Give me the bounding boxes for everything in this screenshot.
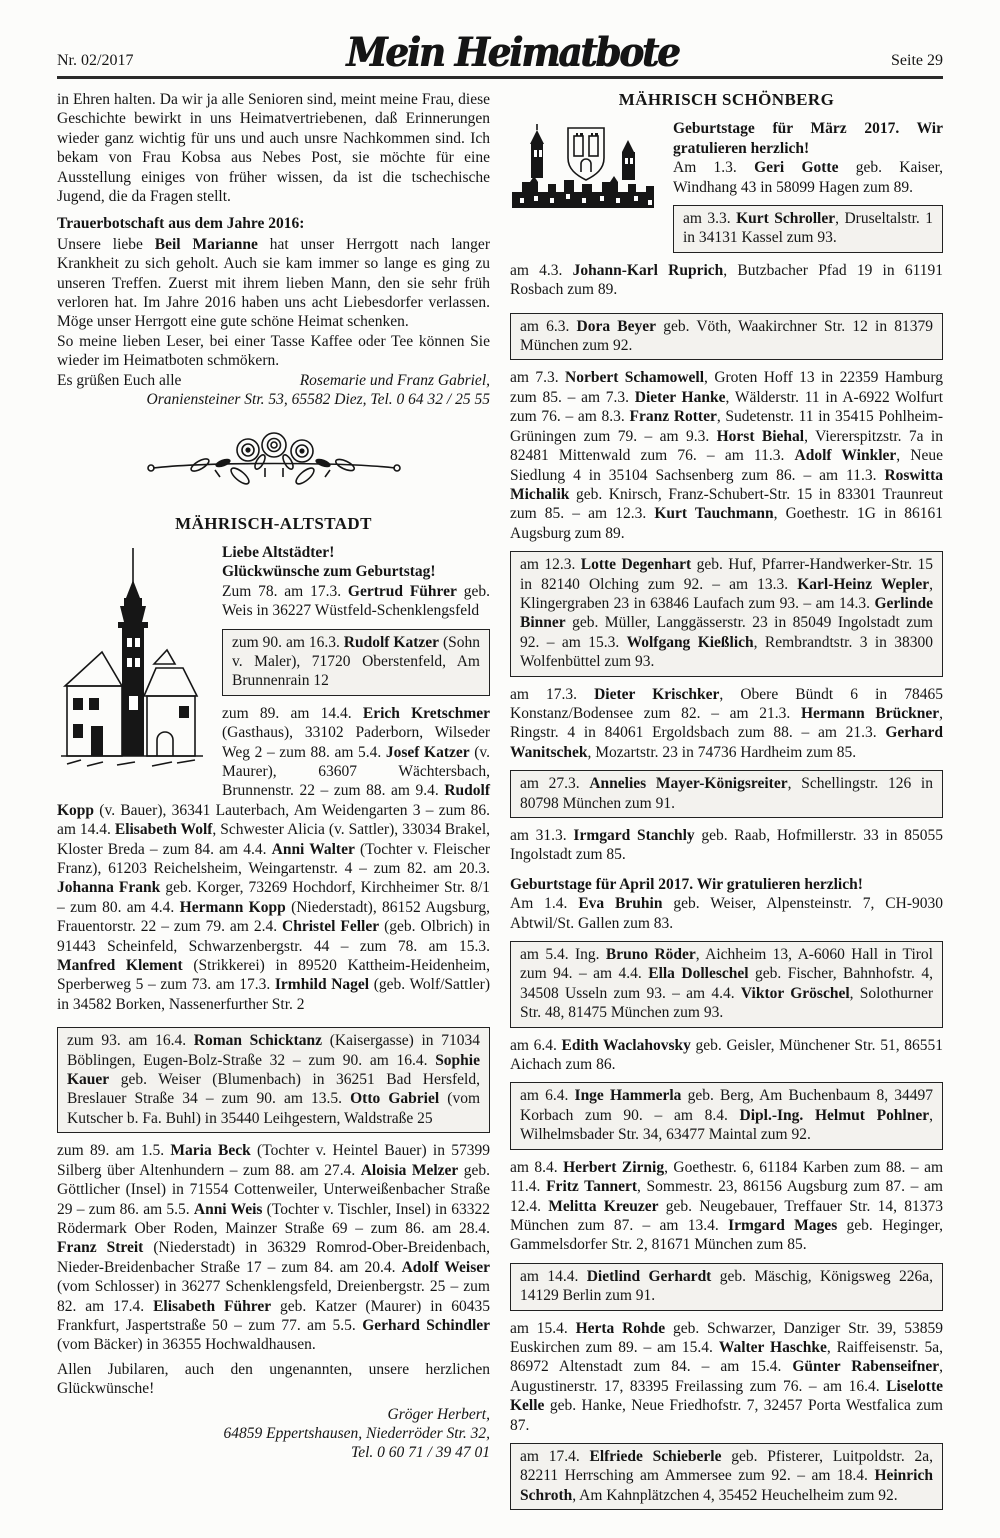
signature-address: Oraniensteiner Str. 53, 65582 Diez, Tel. 0 64 32 / 25 55: [146, 391, 490, 409]
altstadt-section-heading: MÄHRISCH-ALTSTADT: [175, 513, 372, 533]
maerz-paragraph-2: am 4.3. Johann-Karl Ruprich, Butzbacher Pfad 19 in 61191 Rosbach zum 89.: [510, 261, 944, 299]
april-paragraph-2: am 6.4. Edith Waclahovsky geb. Geisler, Münchener Str. 51, 86551 Aichach zum 86.: [510, 1036, 944, 1074]
obituary-heading: Trauerbotschaft aus dem Jahre 2016:: [57, 215, 305, 233]
altstadt-first-entry: Zum 78. am 17.3. Gertrud Führer geb. Weis in 36227 Wüstfeld-Schenklengsfeld: [222, 582, 490, 620]
right-column: [510, 90, 943, 1518]
altstadt-flow: [57, 543, 490, 1019]
april-box-3: am 14.4. Dietlind Gerhardt geb. Mäschig, Königsweg 226a, 14129 Berlin zum 91.: [510, 1263, 943, 1311]
altstadt-closing: Allen Jubilaren, auch den ungenannten, unsere herzlichen Glückwünsche!: [57, 1360, 490, 1398]
issue-number: Nr. 02/2017: [57, 51, 134, 69]
page-header: [57, 28, 943, 79]
altstadt-signature-name: Gröger Herbert,: [387, 1405, 490, 1423]
left-column: [57, 90, 490, 1518]
maerz-paragraph-5: am 31.3. Irmgard Stanchly geb. Raab, Hofmillerstr. 33 in 85055 Ingolstadt zum 85.: [510, 827, 943, 864]
april-paragraph-4: am 15.4. Herta Rohde geb. Schwarzer, Danziger Str. 39, 53859 Euskirchen zum 89. – am 15.4. Walter Haschke, Raiffeisenstr. 5a, 86972 Altenstadt zum 84. – am 15.4. Günter Rabenseifner, Augustinerstr. 17, 83395 Freilassing zum 76. – am 16.4. Liselotte Kelle geb. Hanke, Neue Friedhofstr. 7, 32457 Porta Westfalica zum 87.: [510, 1319, 943, 1434]
farewell-paragraph: So meine lieben Leser, bei einer Tasse Kaffee oder Tee können Sie wieder im Heimatboten schmökern.: [57, 332, 490, 370]
signature-row: [57, 371, 490, 390]
altstadt-birthday-box-1: zum 90. am 16.3. Rudolf Katzer (Sohn v. Maler), 71720 Oberstenfeld, Am Brunnenrain 12: [222, 629, 490, 696]
maerz-box-2: am 6.3. Dora Beyer geb. Vöth, Waakirchner Str. 12 in 81379 München zum 92.: [510, 313, 943, 361]
obituary-paragraph: Unsere liebe Beil Marianne hat unser Herrgott nach langer Krankheit zu sich geholt. Auch sie kam immer so lange es ging zu unseren Treffen. Zuerst mit ihrem lieben Mann, den sie sehr früh verloren hat. Im Jahre 2016 haben uns acht Liebesdorfer verlassen. Möge unser Herrgott eine gute schöne Heimat schenken.: [57, 235, 490, 331]
church-drawing-image: [57, 546, 207, 778]
altstadt-signature-phone: Tel. 0 60 71 / 39 47 01: [351, 1444, 490, 1462]
maerz-paragraph-3: am 7.3. Norbert Schamowell, Groten Hoff 13 in 22359 Hamburg zum 85. – am 7.3. Dieter Hanke, Wälderstr. 11 in A-6922 Wolfurt zum 76. – am 8.3. Franz Rotter, Sudetenstr. 11 in 35415 Pohlheim-Grüningen zum 79. – am 9.3. Horst Biehal, Viererspitzstr. 7a in 82481 Mittenwald zum 76. – am 11.3. Adolf Winkler, Neue Siedlung 4 in 35104 Sachsenberg zum 86. – am 11.3. Roswitta Michalik geb. Knirsch, Franz-Schubert-Str. 15 in 83301 Traunreut zum 85. – am 12.3. Kurt Tauchmann, Goethestr. 1G in 86161 Augsburg zum 89.: [510, 369, 944, 542]
maerz-first-entry: Am 1.3. Geri Gotte geb. Kaiser, Windhang 43 in 58099 Hagen zum 89.: [673, 159, 944, 196]
masthead-title: Mein Heimatbote: [346, 28, 679, 76]
altstadt-greeting-line2: Glückwünsche zum Geburtstag!: [222, 563, 436, 581]
maerz-box-3: am 12.3. Lotte Degenhart geb. Huf, Pfarrer-Handwerker-Str. 15 in 82140 Olching zum 92. – am 13.3. Karl-Heinz Wepler, Klingergraben 23 in 63846 Laufach zum 93. – am 14.3. Gerlinde Binner geb. Müller, Langgässerstr. 23 in 85049 Ingolstadt zum 92. – am 15.3. Wolfgang Kießlich, Rembrandtstr. 3 in 38300 Wolfenbüttel zum 93.: [510, 551, 943, 676]
altstadt-greeting-line1: Liebe Altstädter!: [222, 543, 335, 561]
april-box-4: am 17.4. Elfriede Schieberle geb. Pfisterer, Luitpoldstr. 2a, 82211 Herrsching am Ammersee zum 92. – am 18.4. Heinrich Schroth, Am Kahnplätzchen 4, 35452 Heuchelheim zum 92.: [510, 1443, 943, 1510]
schoenberg-section-heading: MÄHRISCH SCHÖNBERG: [618, 90, 835, 109]
april-box-1: am 5.4. Ing. Bruno Röder, Aichheim 13, A-6060 Hall in Tirol zum 94. – am 4.4. Ella Dolleschel geb. Fischer, Bahnhofstr. 4, 34508 Usseln zum 93. – am 4.4. Viktor Gröschel, Solothurner Str. 48, 81475 München zum 93.: [510, 941, 943, 1028]
maerz-box-4: am 27.3. Annelies Mayer-Königsreiter, Schellingstr. 126 in 80798 München zum 91.: [510, 770, 943, 818]
april-paragraph-1: Am 1.4. Eva Bruhin geb. Weiser, Alpensteinstr. 7, CH-9030 Abtwil/St. Gallen zum 83.: [510, 895, 943, 932]
maerz-paragraph-4: am 17.3. Dieter Krischker, Obere Bündt 6 in 78465 Konstanz/Bodensee zum 82. – am 21.3. Hermann Brückner, Ringstr. 4 in 84061 Ergoldsbach zum 88. – am 21.3. Gerhard Wanitschek, Mozartstr. 23 in 74736 Hardheim zum 85.: [510, 685, 944, 761]
april-box-2: am 6.4. Inge Hammerla geb. Berg, Am Buchenbaum 8, 34497 Korbach zum 90. – am 8.4. Dipl.-Ing. Helmut Pohlner, Wilhelmsbader Str. 34, 63477 Maintal zum 92.: [510, 1082, 943, 1149]
schoenberg-flow: [510, 119, 943, 304]
altstadt-birthday-paragraph: zum 89. am 14.4. Erich Kretschmer (Gasthaus), 33102 Paderborn, Wilseder Weg 2 – zum 88. am 5.4. Josef Katzer (v. Maurer), 63607 Wächtersbach, Brunnenstr. 22 – zum 88. am 9.4. Rudolf Kopp (v. Bauer), 36341 Lauterbach, Am Weidengarten 3 – zum 86. am 14.4. Elisabeth Wolf, Schwester Alicia (v. Sattler), 33034 Brakel, Kloster Breda – zum 84. am 4.4. Anni Walter (Tochter v. Fleischer Franz), 61203 Reichelsheim, Weingartenstr. 4 – zum 82. am 20.3. Johanna Frank geb. Korger, 73269 Hochdorf, Kirchheimer Str. 8/1 – zum 80. am 4.4. Hermann Kopp (Niederstadt), 86152 Augsburg, Frauentorstr. 22 – zum 79. am 2.4. Christel Feller (geb. Olbrich) in 91443 Scheinfeld, Schwarzenbergstr. 44 – zum 78. am 15.3. Manfred Klement (Strikkerei) in 89520 Kattheim-Heidenheim, Sperberweg 5 – zum 73. am 17.3. Irmhild Nagel (geb. Wolf/Sattler) in 34582 Borken, Nassenerfurther Str. 2: [57, 704, 491, 1013]
altstadt-birthday-box-2: zum 93. am 16.4. Roman Schicktanz (Kaisergasse) in 71034 Böblingen, Eugen-Bolz-Straße 32 – zum 90. am 16.4. Sophie Kauer geb. Weiser (Blumenbach) in 36251 Bad Hersfeld, Breslauer Straße 34 – zum 90. am 13.5. Otto Gabriel (vom Kutscher b. Fa. Buhl) in 35440 Leihgestern, Waldstraße 25: [57, 1027, 490, 1133]
page-number: Seite 29: [891, 51, 943, 69]
april-paragraph-3: am 8.4. Herbert Zirnig, Goethestr. 6, 61184 Karben zum 88. – am 11.4. Fritz Tannert, Sommestr. 23, 86156 Augsburg zum 87. – am 12.4. Melitta Kreuzer geb. Neugebauer, Treffauer Str. 14, 81373 München zum 87. – am 13.4. Irmgard Mages geb. Heginger, Gammelsdorfer Str. 2, 81671 München zum 85.: [510, 1158, 944, 1254]
signature-name: Rosemarie und Franz Gabriel,: [299, 371, 490, 389]
altstadt-signature-address: 64859 Eppertshausen, Niederröder Str. 32,: [223, 1424, 490, 1442]
town-crest-image: [510, 122, 660, 220]
maerz-heading: Geburtstage für März 2017. Wir gratulieren herzlich!: [673, 120, 943, 157]
rose-ornament-image: [145, 432, 403, 490]
signature-intro: Es grüßen Euch alle: [57, 371, 182, 389]
altstadt-birthday-paragraph-2: zum 89. am 1.5. Maria Beck (Tochter v. Heintel Bauer) in 57399 Silberg über Altenhundern – zum 88. am 27.4. Aloisia Melzer geb. Göttlicher (Insel) in 71554 Cottenweiler, Unterweißenbacher Straße 29 – zum 86. am 5.5. Anni Weis (Tochter v. Tischler, Insel) in 63322 Rödermark Ober Roden, Mainzer Straße 69 – zum 86. am 28.4. Franz Streit (Niederstadt) in 36329 Romrod-Ober-Breidenbach, Nieder-Breidenbacher Straße 17 – zum 84. am 20.4. Adolf Weiser (vom Schlosser) in 36277 Schenklengsfeld, Dreienbergstr. 25 – zum 82. am 17.4. Elisabeth Führer geb. Katzer (Maurer) in 60435 Frankfurt, Jaspertstraße 50 – zum 77. am 5.5. Gerhard Schindler (vom Bäcker) in 36355 Hochwaldhausen.: [57, 1142, 491, 1354]
intro-paragraph: in Ehren halten. Da wir ja alle Senioren sind, meint meine Frau, diese Geschichte bewirkt in uns Heimatvertriebenen, daß Erinnerungen wieder ganz wichtig für uns und auch unsre Nachkommen sind. Ich bekam von Frau Kobsa aus Nebes Post, sie möchte für eine Ausstellung einiges von früher wissen, da ist die tschechische Jugend, die da Fragen stellt.: [57, 91, 490, 206]
april-heading: Geburtstage für April 2017. Wir gratulieren herzlich!: [510, 875, 863, 893]
maerz-box-1: am 3.3. Kurt Schroller, Druseltalstr. 1 in 34131 Kassel zum 93.: [673, 205, 943, 253]
two-column-layout: [57, 90, 943, 1518]
